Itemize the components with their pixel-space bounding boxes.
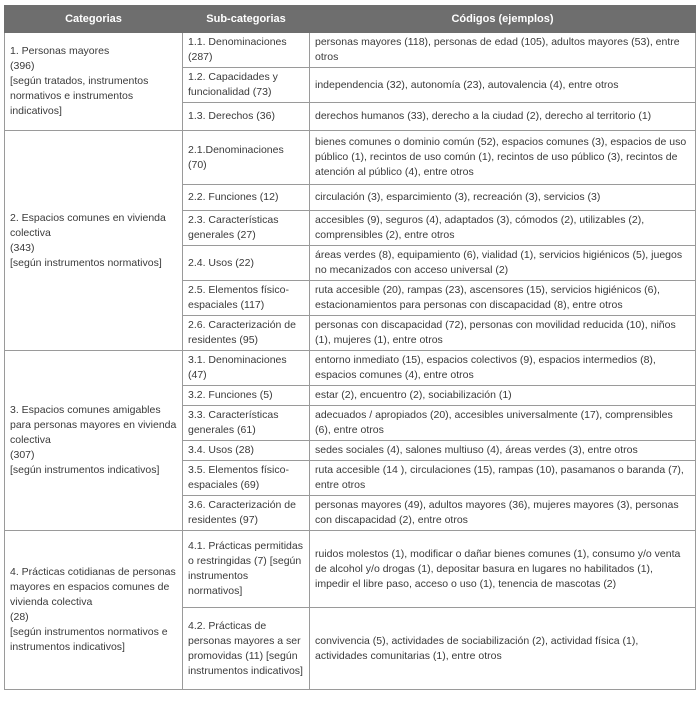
category-count: (307) xyxy=(10,449,35,461)
header-categorias: Categorias xyxy=(5,6,183,33)
subcategory-cell: 2.6. Caracterización de residentes (95) xyxy=(183,316,310,351)
category-title: 1. Personas mayores xyxy=(10,45,110,57)
codes-cell: entorno inmediato (15), espacios colectivos (9), espacios intermedios (8), espacios comunes (4), entre otros xyxy=(310,351,696,386)
subcategory-cell: 2.1.Denominaciones (70) xyxy=(183,131,310,185)
subcategory-cell: 3.2. Funciones (5) xyxy=(183,386,310,406)
category-count: (396) xyxy=(10,60,35,72)
codes-cell: sedes sociales (4), salones multiuso (4), áreas verdes (3), entre otros xyxy=(310,441,696,461)
subcategory-cell: 3.3. Características generales (61) xyxy=(183,406,310,441)
subcategory-cell: 1.1. Denominaciones (287) xyxy=(183,33,310,68)
codes-cell: independencia (32), autonomía (23), autovalencia (4), entre otros xyxy=(310,68,696,103)
codes-cell: estar (2), encuentro (2), sociabilización (1) xyxy=(310,386,696,406)
category-cell-2 xyxy=(5,131,183,351)
table-row xyxy=(5,33,696,68)
subcategory-cell: 2.4. Usos (22) xyxy=(183,246,310,281)
header-row xyxy=(5,6,696,33)
codes-cell: ruidos molestos (1), modificar o dañar bienes comunes (1), consumo y/o venta de alcohol y/o drogas (1), depositar basura en lugares no habilitados (1), impedir el libre paso, acceso o uso (1), tenencia de mascotas (2) xyxy=(310,531,696,608)
subcategory-cell: 3.5. Elementos físico-espaciales (69) xyxy=(183,461,310,496)
subcategory-cell: 2.5. Elementos físico-espaciales (117) xyxy=(183,281,310,316)
category-cell-3 xyxy=(5,351,183,531)
table-row xyxy=(5,351,696,386)
category-cell-4 xyxy=(5,531,183,690)
codes-cell: circulación (3), esparcimiento (3), recreación (3), servicios (3) xyxy=(310,185,696,211)
category-source: [según instrumentos indicativos] xyxy=(10,464,160,476)
codes-cell: adecuados / apropiados (20), accesibles universalmente (17), comprensibles (6), entre otros xyxy=(310,406,696,441)
category-source: [según instrumentos normativos e instrumentos indicativos] xyxy=(10,626,168,653)
codes-cell: personas mayores (118), personas de edad (105), adultos mayores (53), entre otros xyxy=(310,33,696,68)
codes-cell: áreas verdes (8), equipamiento (6), vialidad (1), servicios higiénicos (5), juegos no mecanizados con acceso universal (2) xyxy=(310,246,696,281)
codes-cell: personas con discapacidad (72), personas con movilidad reducida (10), niños (1), mujeres (1), entre otros xyxy=(310,316,696,351)
subcategory-cell: 2.3. Características generales (27) xyxy=(183,211,310,246)
category-title: 4. Prácticas cotidianas de personas mayores en espacios comunes de vivienda colectiva xyxy=(10,566,176,608)
subcategory-cell: 1.3. Derechos (36) xyxy=(183,103,310,131)
header-codigos: Códigos (ejemplos) xyxy=(310,6,696,33)
codes-cell: personas mayores (49), adultos mayores (36), mujeres mayores (3), personas con discapacidad (2), entre otros xyxy=(310,496,696,531)
category-title: 2. Espacios comunes en vivienda colectiva xyxy=(10,211,166,239)
categories-table xyxy=(4,5,696,690)
subcategory-cell: 3.1. Denominaciones (47) xyxy=(183,351,310,386)
category-title: 3. Espacios comunes amigables para personas mayores en vivienda colectiva xyxy=(10,404,177,446)
category-count: (28) xyxy=(10,611,29,623)
codes-cell: derechos humanos (33), derecho a la ciudad (2), derecho al territorio (1) xyxy=(310,103,696,131)
subcategory-cell: 2.2. Funciones (12) xyxy=(183,185,310,211)
category-count: (343) xyxy=(10,241,35,254)
codes-cell: convivencia (5), actividades de sociabilización (2), actividad física (1), actividades comunitarias (1), entre otros xyxy=(310,608,696,690)
category-source: [según instrumentos normativos] xyxy=(10,256,162,269)
codes-cell: bienes comunes o dominio común (52), espacios comunes (3), espacios de uso público (1), recintos de uso común (1), recintos de uso público (3), recintos de atención al público (4), entre otros xyxy=(310,131,696,185)
subcategory-cell: 1.2. Capacidades y funcionalidad (73) xyxy=(183,68,310,103)
codes-cell: ruta accesible (14 ), circulaciones (15), rampas (10), pasamanos o baranda (7), entre otros xyxy=(310,461,696,496)
subcategory-cell: 3.4. Usos (28) xyxy=(183,441,310,461)
codes-cell: accesibles (9), seguros (4), adaptados (3), cómodos (2), utilizables (2), comprensibles (2), entre otros xyxy=(310,211,696,246)
subcategory-cell: 3.6. Caracterización de residentes (97) xyxy=(183,496,310,531)
codes-cell: ruta accesible (20), rampas (23), ascensores (15), servicios higiénicos (6), estacionamientos para personas con discapacidad (8), entre otros xyxy=(310,281,696,316)
table-row xyxy=(5,531,696,608)
subcategory-cell: 4.2. Prácticas de personas mayores a ser promovidas (11) [según instrumentos indicativos] xyxy=(183,608,310,690)
table-row xyxy=(5,131,696,185)
category-source: [según tratados, instrumentos normativos e instrumentos indicativos] xyxy=(10,75,149,117)
header-subcategorias: Sub-categorias xyxy=(183,6,310,33)
subcategory-cell: 4.1. Prácticas permitidas o restringidas (7) [según instrumentos normativos] xyxy=(183,531,310,608)
category-cell-1 xyxy=(5,33,183,131)
